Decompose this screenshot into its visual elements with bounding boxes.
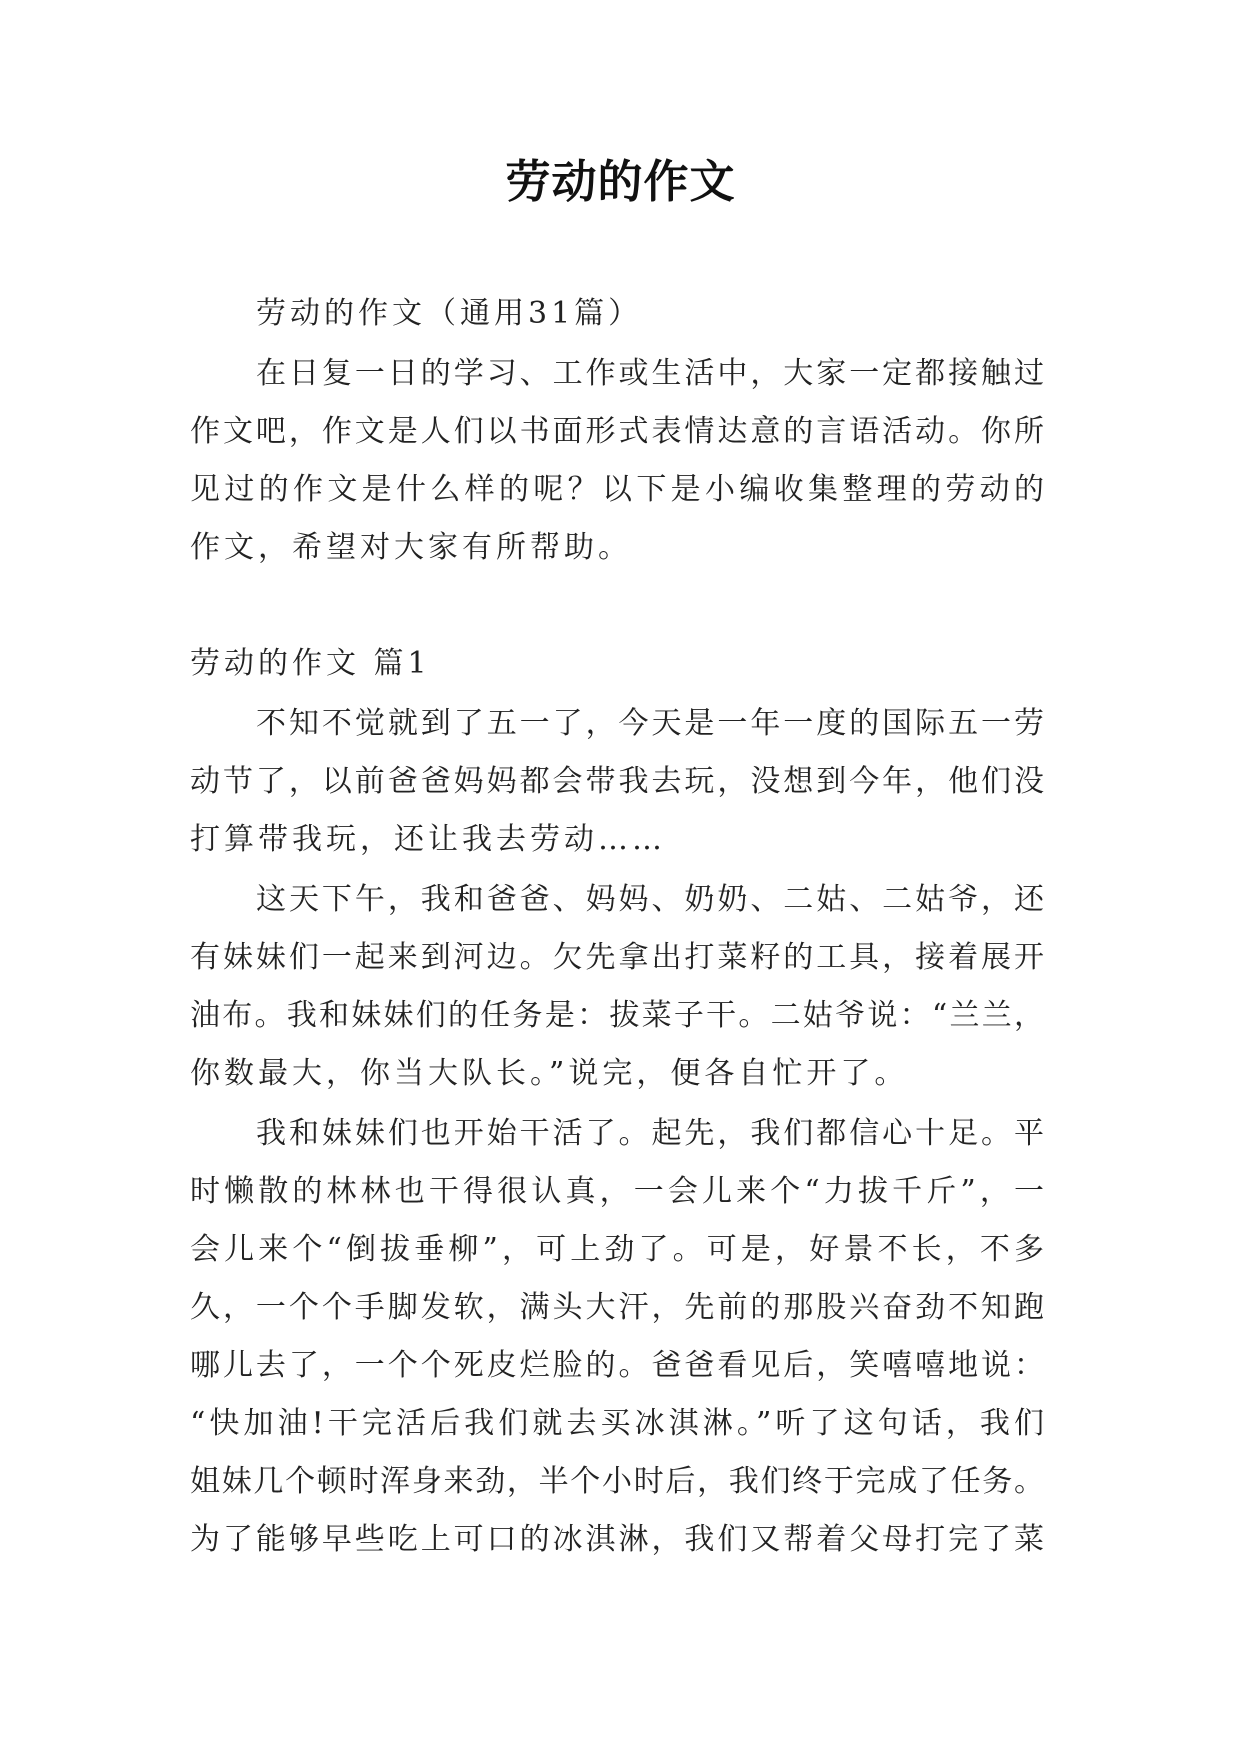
body-line: 不知不觉就到了五一了，今天是一年一度的国际五一劳 bbox=[256, 706, 1044, 741]
body-line: 油布。我和妹妹们的任务是：拔菜子干。二姑爷说：“兰兰， bbox=[190, 998, 1044, 1033]
body-line: 久，一个个手脚发软，满头大汗，先前的那股兴奋劲不知跑 bbox=[190, 1290, 1044, 1325]
body-line: 动节了，以前爸爸妈妈都会带我去玩，没想到今年，他们没 bbox=[190, 764, 1044, 799]
body-line: 有妹妹们一起来到河边。欠先拿出打菜籽的工具，接着展开 bbox=[190, 940, 1044, 975]
body-line: 打算带我玩，还让我去劳动…… bbox=[190, 822, 666, 857]
body-line: 你数最大，你当大队长。”说完，便各自忙开了。 bbox=[190, 1056, 909, 1091]
subtitle-line: 劳动的作文（通用31篇） bbox=[256, 296, 643, 331]
body-line: 姐妹几个顿时浑身来劲，半个小时后，我们终于完成了任务。 bbox=[190, 1464, 1044, 1499]
document-title: 劳动的作文 bbox=[505, 155, 736, 208]
intro-line: 作文，希望对大家有所帮助。 bbox=[190, 530, 632, 565]
body-line: 时懒散的林林也干得很认真，一会儿来个“力拔千斤”，一 bbox=[190, 1174, 1044, 1209]
body-line: 会儿来个“倒拔垂柳”，可上劲了。可是，好景不长，不多 bbox=[190, 1232, 1044, 1267]
intro-line: 见过的作文是什么样的呢？以下是小编收集整理的劳动的 bbox=[190, 472, 1044, 507]
body-line: 我和妹妹们也开始干活了。起先，我们都信心十足。平 bbox=[256, 1116, 1044, 1151]
intro-line: 在日复一日的学习、工作或生活中，大家一定都接触过 bbox=[256, 356, 1044, 391]
body-line: 这天下午，我和爸爸、妈妈、奶奶、二姑、二姑爷，还 bbox=[256, 882, 1044, 917]
body-line: “快加油!干完活后我们就去买冰淇淋。”听了这句话，我们 bbox=[190, 1406, 1044, 1441]
body-line: 哪儿去了，一个个死皮烂脸的。爸爸看见后，笑嘻嘻地说： bbox=[190, 1348, 1044, 1383]
intro-line: 作文吧，作文是人们以书面形式表情达意的言语活动。你所 bbox=[190, 414, 1044, 449]
body-line: 为了能够早些吃上可口的冰淇淋，我们又帮着父母打完了菜 bbox=[190, 1522, 1044, 1557]
section-heading: 劳动的作文 篇1 bbox=[190, 646, 431, 681]
